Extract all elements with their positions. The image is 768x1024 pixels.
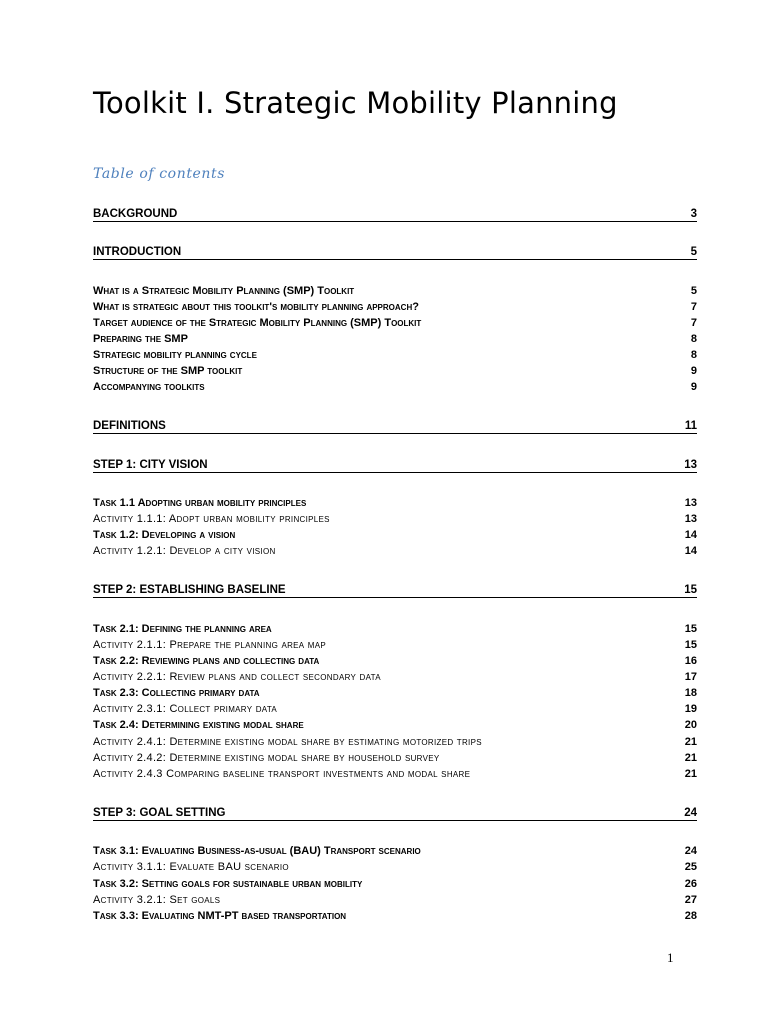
toc-page: 13 bbox=[684, 513, 697, 525]
toc-entry[interactable] bbox=[93, 766, 697, 782]
toc-entry[interactable] bbox=[93, 379, 697, 395]
toc-entry[interactable] bbox=[93, 511, 697, 527]
toc-label: DEFINITIONS bbox=[93, 420, 166, 432]
toc-page: 15 bbox=[684, 623, 697, 635]
toc-entry[interactable] bbox=[93, 527, 697, 543]
toc-section-background[interactable] bbox=[93, 204, 697, 222]
toc-label: Activity 1.2.1: Develop a city vision bbox=[93, 545, 276, 557]
toc-page: 17 bbox=[684, 671, 697, 683]
toc-entry[interactable] bbox=[93, 363, 697, 379]
toc-label: BACKGROUND bbox=[93, 208, 178, 220]
toc-label: Structure of the SMP toolkit bbox=[93, 365, 243, 377]
toc-entry[interactable] bbox=[93, 892, 697, 908]
toc-entry[interactable] bbox=[93, 621, 697, 637]
toc-entry[interactable] bbox=[93, 347, 697, 363]
toc-page: 9 bbox=[690, 381, 697, 393]
toc-page: 13 bbox=[684, 497, 697, 509]
toc-page: 13 bbox=[684, 459, 697, 471]
toc-label: Task 2.4: Determining existing modal share bbox=[93, 719, 304, 731]
toc-label: Activity 3.1.1: Evaluate BAU scenario bbox=[93, 861, 289, 873]
toc-entry[interactable] bbox=[93, 701, 697, 717]
toc-entry[interactable] bbox=[93, 843, 697, 859]
toc-entry[interactable] bbox=[93, 637, 697, 653]
toc-label: STEP 3: GOAL SETTING bbox=[93, 807, 226, 819]
toc-entry[interactable] bbox=[93, 299, 697, 315]
toc-entry[interactable] bbox=[93, 315, 697, 331]
toc-label: Preparing the SMP bbox=[93, 333, 188, 345]
toc-entry[interactable] bbox=[93, 331, 697, 347]
toc-entry[interactable] bbox=[93, 669, 697, 685]
toc-label: Activity 2.4.2: Determine existing modal share by household survey bbox=[93, 752, 440, 764]
toc-entry[interactable] bbox=[93, 653, 697, 669]
toc-page: 24 bbox=[684, 845, 697, 857]
toc-label: Activity 3.2.1: Set goals bbox=[93, 894, 221, 906]
toc-page: 21 bbox=[684, 752, 697, 764]
toc-page: 14 bbox=[684, 529, 697, 541]
toc-label: Activity 1.1.1: Adopt urban mobility principles bbox=[93, 513, 330, 525]
page-title: Toolkit I. Strategic Mobility Planning bbox=[93, 86, 618, 120]
toc-section-definitions[interactable] bbox=[93, 416, 697, 434]
toc-entry[interactable] bbox=[93, 876, 697, 892]
toc-page: 7 bbox=[690, 301, 697, 313]
toc-page: 5 bbox=[690, 285, 697, 297]
toc-label: What is strategic about this toolkit's mobility planning approach? bbox=[93, 301, 419, 313]
toc-page: 20 bbox=[684, 719, 697, 731]
toc-entry[interactable] bbox=[93, 750, 697, 766]
toc-label: Task 2.3: Collecting primary data bbox=[93, 687, 260, 699]
toc-page: 25 bbox=[684, 861, 697, 873]
toc-page: 18 bbox=[684, 687, 697, 699]
toc-label: Task 3.2: Setting goals for sustainable urban mobility bbox=[93, 878, 363, 890]
toc-page: 21 bbox=[684, 736, 697, 748]
toc-label: Accompanying toolkits bbox=[93, 381, 205, 393]
toc-entry[interactable] bbox=[93, 717, 697, 733]
toc-page: 15 bbox=[684, 639, 697, 651]
toc-page: 14 bbox=[684, 545, 697, 557]
toc-page: 21 bbox=[684, 768, 697, 780]
toc-entry[interactable] bbox=[93, 734, 697, 750]
toc-page: 3 bbox=[690, 208, 697, 220]
toc-label: Task 1.1 Adopting urban mobility principles bbox=[93, 497, 307, 509]
toc-label: Task 1.2: Developing a vision bbox=[93, 529, 236, 541]
toc-label: Task 3.3: Evaluating NMT-PT based transportation bbox=[93, 910, 347, 922]
toc-page: 27 bbox=[684, 894, 697, 906]
toc-label: Activity 2.4.1: Determine existing modal share by estimating motorized trips bbox=[93, 736, 482, 748]
toc-label: Task 2.2: Reviewing plans and collecting data bbox=[93, 655, 320, 667]
toc-page: 15 bbox=[684, 584, 697, 596]
toc-page: 16 bbox=[684, 655, 697, 667]
toc-page: 24 bbox=[684, 807, 697, 819]
toc-label: Strategic mobility planning cycle bbox=[93, 349, 257, 361]
toc-label: Activity 2.2.1: Review plans and collect secondary data bbox=[93, 671, 381, 683]
toc-label: Activity 2.4.3 Comparing baseline transport investments and modal share bbox=[93, 768, 471, 780]
toc-page: 8 bbox=[690, 349, 697, 361]
toc-section-step-1[interactable] bbox=[93, 455, 697, 473]
toc-label: What is a Strategic Mobility Planning (SMP) Toolkit bbox=[93, 285, 355, 297]
toc-page: 7 bbox=[690, 317, 697, 329]
toc-label: Activity 2.1.1: Prepare the planning area map bbox=[93, 639, 327, 651]
toc-label: STEP 1: CITY VISION bbox=[93, 459, 208, 471]
toc-page: 11 bbox=[684, 420, 697, 432]
toc-entry[interactable] bbox=[93, 543, 697, 559]
toc-label: Activity 2.3.1: Collect primary data bbox=[93, 703, 278, 715]
toc-entry[interactable] bbox=[93, 859, 697, 875]
toc-heading: Table of contents bbox=[93, 166, 226, 182]
toc-label: INTRODUCTION bbox=[93, 246, 182, 258]
toc-page: 19 bbox=[684, 703, 697, 715]
toc-page: 28 bbox=[684, 910, 697, 922]
toc-label: Task 3.1: Evaluating Business-as-usual (BAU) Transport scenario bbox=[93, 845, 421, 857]
toc-entry[interactable] bbox=[93, 495, 697, 511]
toc-entry[interactable] bbox=[93, 685, 697, 701]
toc-label: STEP 2: ESTABLISHING BASELINE bbox=[93, 584, 286, 596]
toc-label: Target audience of the Strategic Mobility Planning (SMP) Toolkit bbox=[93, 317, 422, 329]
toc-page: 8 bbox=[690, 333, 697, 345]
toc-entry[interactable] bbox=[93, 283, 697, 299]
toc-label: Task 2.1: Defining the planning area bbox=[93, 623, 272, 635]
toc-entry[interactable] bbox=[93, 908, 697, 924]
toc-section-step-2[interactable] bbox=[93, 580, 697, 598]
page-number: 1 bbox=[667, 950, 674, 965]
toc-page: 26 bbox=[684, 878, 697, 890]
toc-section-introduction[interactable] bbox=[93, 242, 697, 260]
toc-page: 5 bbox=[690, 246, 697, 258]
toc-section-step-3[interactable] bbox=[93, 803, 697, 821]
toc-page: 9 bbox=[690, 365, 697, 377]
